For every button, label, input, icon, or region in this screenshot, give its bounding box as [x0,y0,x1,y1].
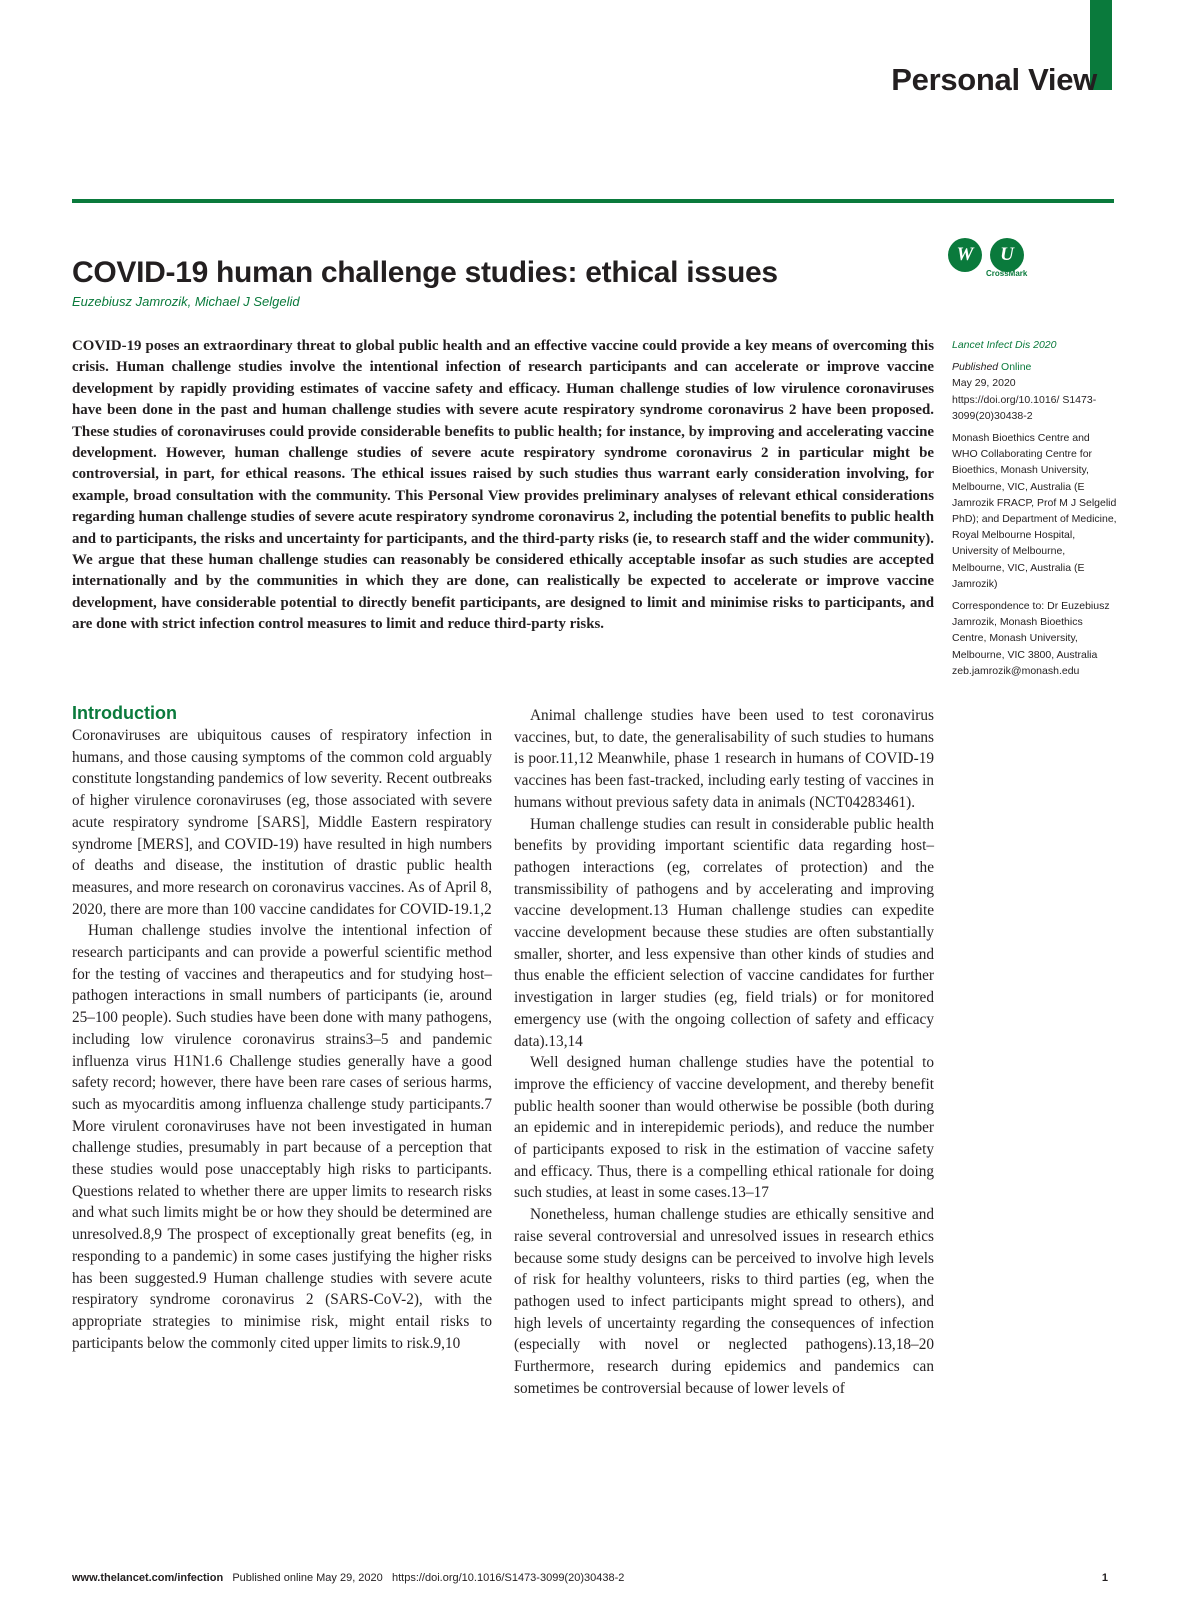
body-paragraph: Animal challenge studies have been used to test coronavirus vaccines, but, to date, the generalisability of such studies to humans is poor.11,12 Meanwhile, phase 1 research in humans of COVID-19 vaccines has been fast-tracked, including early testing of vaccines in humans without previous safety data in animals (NCT04283461). [514,707,934,811]
body-paragraph: Human challenge studies can result in considerable public health benefits by providing important scientific data regarding host–pathogen interactions (eg, correlates of protection) and the transmissibility of pathogens and by accelerating and improving vaccine development.13 Human challenge studies can expedite vaccine development because these studies are often substantially smaller, shorter, and less expensive than other kinds of studies and thus enable the efficient selection of vaccine candidates for further investigation in larger studies (eg, field trials) or for monitored emergency use (with the ongoing collection of safety and efficacy data).13,14 [514,815,934,1050]
published-date: May 29, 2020 [952,377,1016,390]
section-label: Personal View [891,62,1097,97]
crossmark-caption: CrossMark [986,269,1028,278]
article-sidebar [952,337,1117,685]
published-online-link[interactable]: Online [1001,361,1032,374]
correspondence-address: Correspondence to: Dr Euzebiusz Jamrozik, Monash Bioethics Centre, Monash University, Melbourne, VIC 3800, Australia [952,600,1110,661]
doi-link[interactable]: https://doi.org/10.1016/ S1473-3099(20)30438-2 [952,393,1097,422]
correspondence [952,598,1117,679]
body-paragraph: Well designed human challenge studies have the potential to improve the efficiency of vaccine development, and thereby benefit public health sooner than would otherwise be possible (both during an epidemic and in interepidemic periods), and reduce the number of participants exposed to risk in the estimation of vaccine safety and efficacy. Thus, there is a compelling ethical rationale for doing such studies, at least in some cases.13–17 [514,1054,934,1202]
header-rule [72,199,1114,203]
article-authors: Euzebiusz Jamrozik, Michael J Selgelid [72,294,300,309]
article-logos [948,234,1038,278]
footer-doi[interactable]: https://doi.org/10.1016/S1473-3099(20)30438-2 [391,1572,625,1584]
crossmark-icon[interactable]: U [990,238,1024,272]
body-column-right [514,705,934,1400]
section-heading-introduction: Introduction [72,703,177,723]
body-paragraph: Human challenge studies involve the intentional infection of research participants and can provide a powerful scientific method for the testing of vaccines and therapeutics and for studying host–pathogen interactions in small numbers of participants (ie, around 25–100 people). Such studies have been done with many pathogens, including low virulence coronavirus strains3–5 and pandemic influenza virus H1N1.6 Challenge studies generally have a good safety record; however, there have been rare cases of serious harms, such as myocarditis among influenza challenge study participants.7 More virulent coronaviruses have not been investigated in human challenge studies, presumably in part because of a perception that these studies would pose unacceptably high risks to participants. Questions related to whether there are upper limits to research risks and what such limits might be or how they should be determined are unresolved.8,9 The prospect of exceptionally great benefits (eg, in responding to a pandemic) in some cases justifying the higher risks has been suggested.9 Human challenge studies with severe acute respiratory syndrome coronavirus 2 (SARS-CoV-2), with the appropriate strategies to minimise risk, might entail risks to participants below the commonly cited upper limits to risk.9,10 [72,922,492,1352]
affiliations: Monash Bioethics Centre and WHO Collaborating Centre for Bioethics, Monash University, Melbourne, VIC, Australia (E Jamrozik FRACP, Prof M J Selgelid PhD); and Department of Medicine, Royal Melbourne Hospital, University of Melbourne, Melbourne, VIC, Australia (E Jamrozik) [952,432,1117,590]
open-access-icon[interactable]: W [948,238,982,272]
body-column-left [72,702,492,1354]
article-abstract: COVID-19 poses an extraordinary threat to global public health and an effective vaccine could provide a key means of overcoming this crisis. Human challenge studies involve the intentional infection of research participants and can accelerate or improve vaccine development by rapidly providing estimates of vaccine safety and efficacy. Human challenge studies of low virulence coronaviruses have been done in the past and human challenge studies with severe acute respiratory syndrome coronavirus 2 have been proposed. These studies of coronaviruses could provide considerable benefits to public health; for instance, by improving and accelerating vaccine development. However, human challenge studies of severe acute respiratory syndrome coronavirus 2 in particular might be controversial, in part, for ethical reasons. The ethical issues raised by such studies thus warrant early consideration involving, for example, broad consultation with the community. This Personal View provides preliminary analyses of relevant ethical considerations regarding human challenge studies of severe acute respiratory syndrome coronavirus 2, including the potential benefits to public health and to participants, the risks and uncertainty for participants, and the third-party risks (ie, to research staff and the wider community). We argue that these human challenge studies can reasonably be considered ethically acceptable insofar as such studies are accepted internationally and by the communities in which they are done, can realistically be expected to accelerate or improve vaccine development, have considerable potential to directly benefit participants, are designed to limit and minimise risks to participants, and are done with strict infection control measures to limit and reduce third-party risks. [72,338,934,633]
correspondence-email[interactable]: zeb.jamrozik@monash.edu [952,664,1080,677]
page-number: 1 [1101,1572,1108,1584]
published-label: Published [952,361,999,374]
footer-published: Published online May 29, 2020 [232,1572,383,1584]
body-paragraph: Nonetheless, human challenge studies are ethically sensitive and raise several controversial and unresolved issues in research ethics because some study designs can be perceived to involve high levels of risk for healthy volunteers, risks to third parties (eg, when the pathogen used to infect participants might spread to others), and high levels of uncertainty regarding the consequences of infection (especially with novel or neglected pathogens).13,18–20 Furthermore, research during epidemics and pandemics can sometimes be controversial because of lower levels of [514,1206,934,1397]
publication-info [952,359,1117,424]
footer-url[interactable]: www.thelancet.com/infection [72,1572,224,1584]
page-footer [72,1572,624,1584]
journal-citation: Lancet Infect Dis 2020 [952,339,1057,351]
body-paragraph: Coronaviruses are ubiquitous causes of respiratory infection in humans, and those causing symptoms of the common cold arguably constitute longstanding pandemics of low severity. Recent outbreaks of higher virulence coronaviruses (eg, those associated with severe acute respiratory syndrome [SARS], Middle Eastern respiratory syndrome [MERS], and COVID-19) have resulted in high numbers of deaths and disease, the institution of drastic public health measures, and more research on coronavirus vaccines. As of April 8, 2020, there are more than 100 vaccine candidates for COVID-19.1,2 [72,727,492,918]
article-title: COVID-19 human challenge studies: ethical issues [72,256,778,290]
